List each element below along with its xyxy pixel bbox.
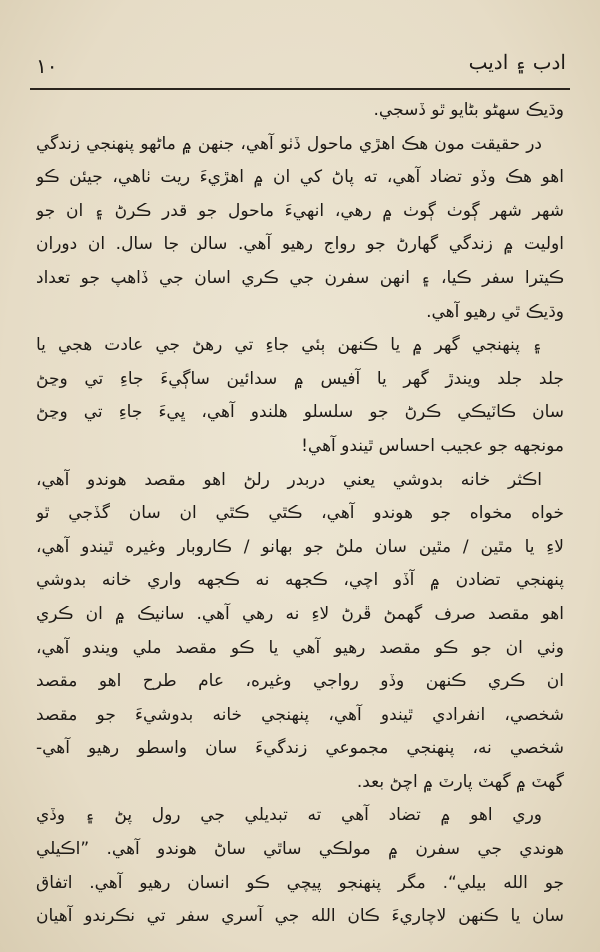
text-line: ڪيترا سفر ڪيا، ۽ انهن سفرن جي ڪري اسان جي ڏاهپ جو تعداد	[36, 267, 564, 288]
text-line: مونجهه جو عجيب احساس ٿيندو آهي!	[301, 435, 564, 456]
text-line: در حقيقت مون هڪ اهڙي ماحول ڏٺو آهي، جنهن ۾ ماڻهو پنهنجي زندگي	[36, 133, 542, 154]
running-title: ادب ۽ اديب	[468, 50, 566, 74]
text-line: شخصي، انفرادي ٿيندو آهي، پنهنجي خانه بدوشيءَ جو مقصد	[36, 704, 564, 725]
text-line: ان ڪري ڪنهن وڏو رواجي وغيره، عام طرح اهو مقصد	[36, 671, 564, 692]
text-line: پنهنجي تضادن ۾ آڏو اچي، ڪجهه نه ڪجهه واري خانه بدوشي	[36, 570, 564, 591]
text-line: سان ڪاٽيڪي ڪرڻ جو سلسلو هلندو آهي، ڀيءَ جاءِ تي وڃڻ	[36, 402, 564, 423]
text-line: اڪثر خانه بدوشي يعني دربدر رلڻ اهو مقصد هوندو آهي،	[36, 469, 542, 490]
text-line: لاءِ يا مٿين / مٿين سان ملڻ جو بهانو / ڪاروبار وغيره ٿيندو آهي،	[36, 536, 564, 557]
text-line: شخصي نه، پنهنجي مجموعي زندگيءَ سان واسطو رهيو آهي-	[36, 738, 564, 759]
text-line: هوندي جي سفرن ۾ مولڪي ساٿي ساڻ هوندو آهي. ”اڪيلي	[36, 839, 564, 860]
text-line: اهو هڪ وڏو تضاد آهي، ته پاڻ کي ان ۾ اهڙيءَ ريت ٺاهي، جيئن ڪو	[36, 167, 564, 188]
text-line: جلد جلد ويندڙ گهر يا آفيس ۾ سدائين ساڳيءَ جاءِ تي وڃڻ	[36, 368, 564, 389]
text-line: جو الله بيلي“. مگر پنهنجو پيچي ڪو انسان رهيو آهي. اتفاق	[36, 872, 564, 893]
page-header	[30, 44, 570, 90]
text-line: ۽ پنهنجي گهر ۾ يا ڪنهن ٻئي جاءِ تي رهڻ جي عادت هجي يا	[36, 335, 542, 356]
text-line: وڌيڪ سهڻو بڻايو ٿو ڏسجي.	[373, 100, 564, 120]
text-line: گهٽ ۾ گهٽ پارٽ ۾ اچڻ بعد.	[356, 771, 564, 792]
body-text	[36, 94, 564, 934]
text-line: سان يا ڪنهن لاچاريءَ ڪان الله جي آسري سفر تي نڪرندو آهيان	[36, 906, 564, 927]
text-line: وٺي ان جو ڪو مقصد رهيو آهي يا ڪو مقصد ملي ويندو آهي،	[36, 637, 564, 658]
text-line: خواه مخواه جو هوندو آهي، ڪٿي ڪٿي ان سان گڏجي ٿو	[36, 503, 564, 524]
text-line: اهو مقصد صرف گهمڻ ڦرڻ لاءِ نه رهي آهي. سانيڪ ۾ ان ڪري	[36, 603, 564, 624]
text-line: وري اهو ۾ تضاد آهي ته تبديلي جي رول پڻ ۽ وڏي	[36, 805, 542, 826]
text-line: شهر شهر ڳوٺ ڳوٺ ۾ رهي، انهيءَ ماحول جو قدر ڪرڻ ۽ ان جو	[36, 200, 564, 221]
text-line: اوليت ۾ زندگي گهارڻ جو رواج رهيو آهي. سالن جا سال. ان دوران	[36, 234, 564, 255]
text-line: وڌيڪ ٿي رهيو آهي.	[426, 301, 564, 322]
page-number: ١٠	[36, 54, 58, 78]
